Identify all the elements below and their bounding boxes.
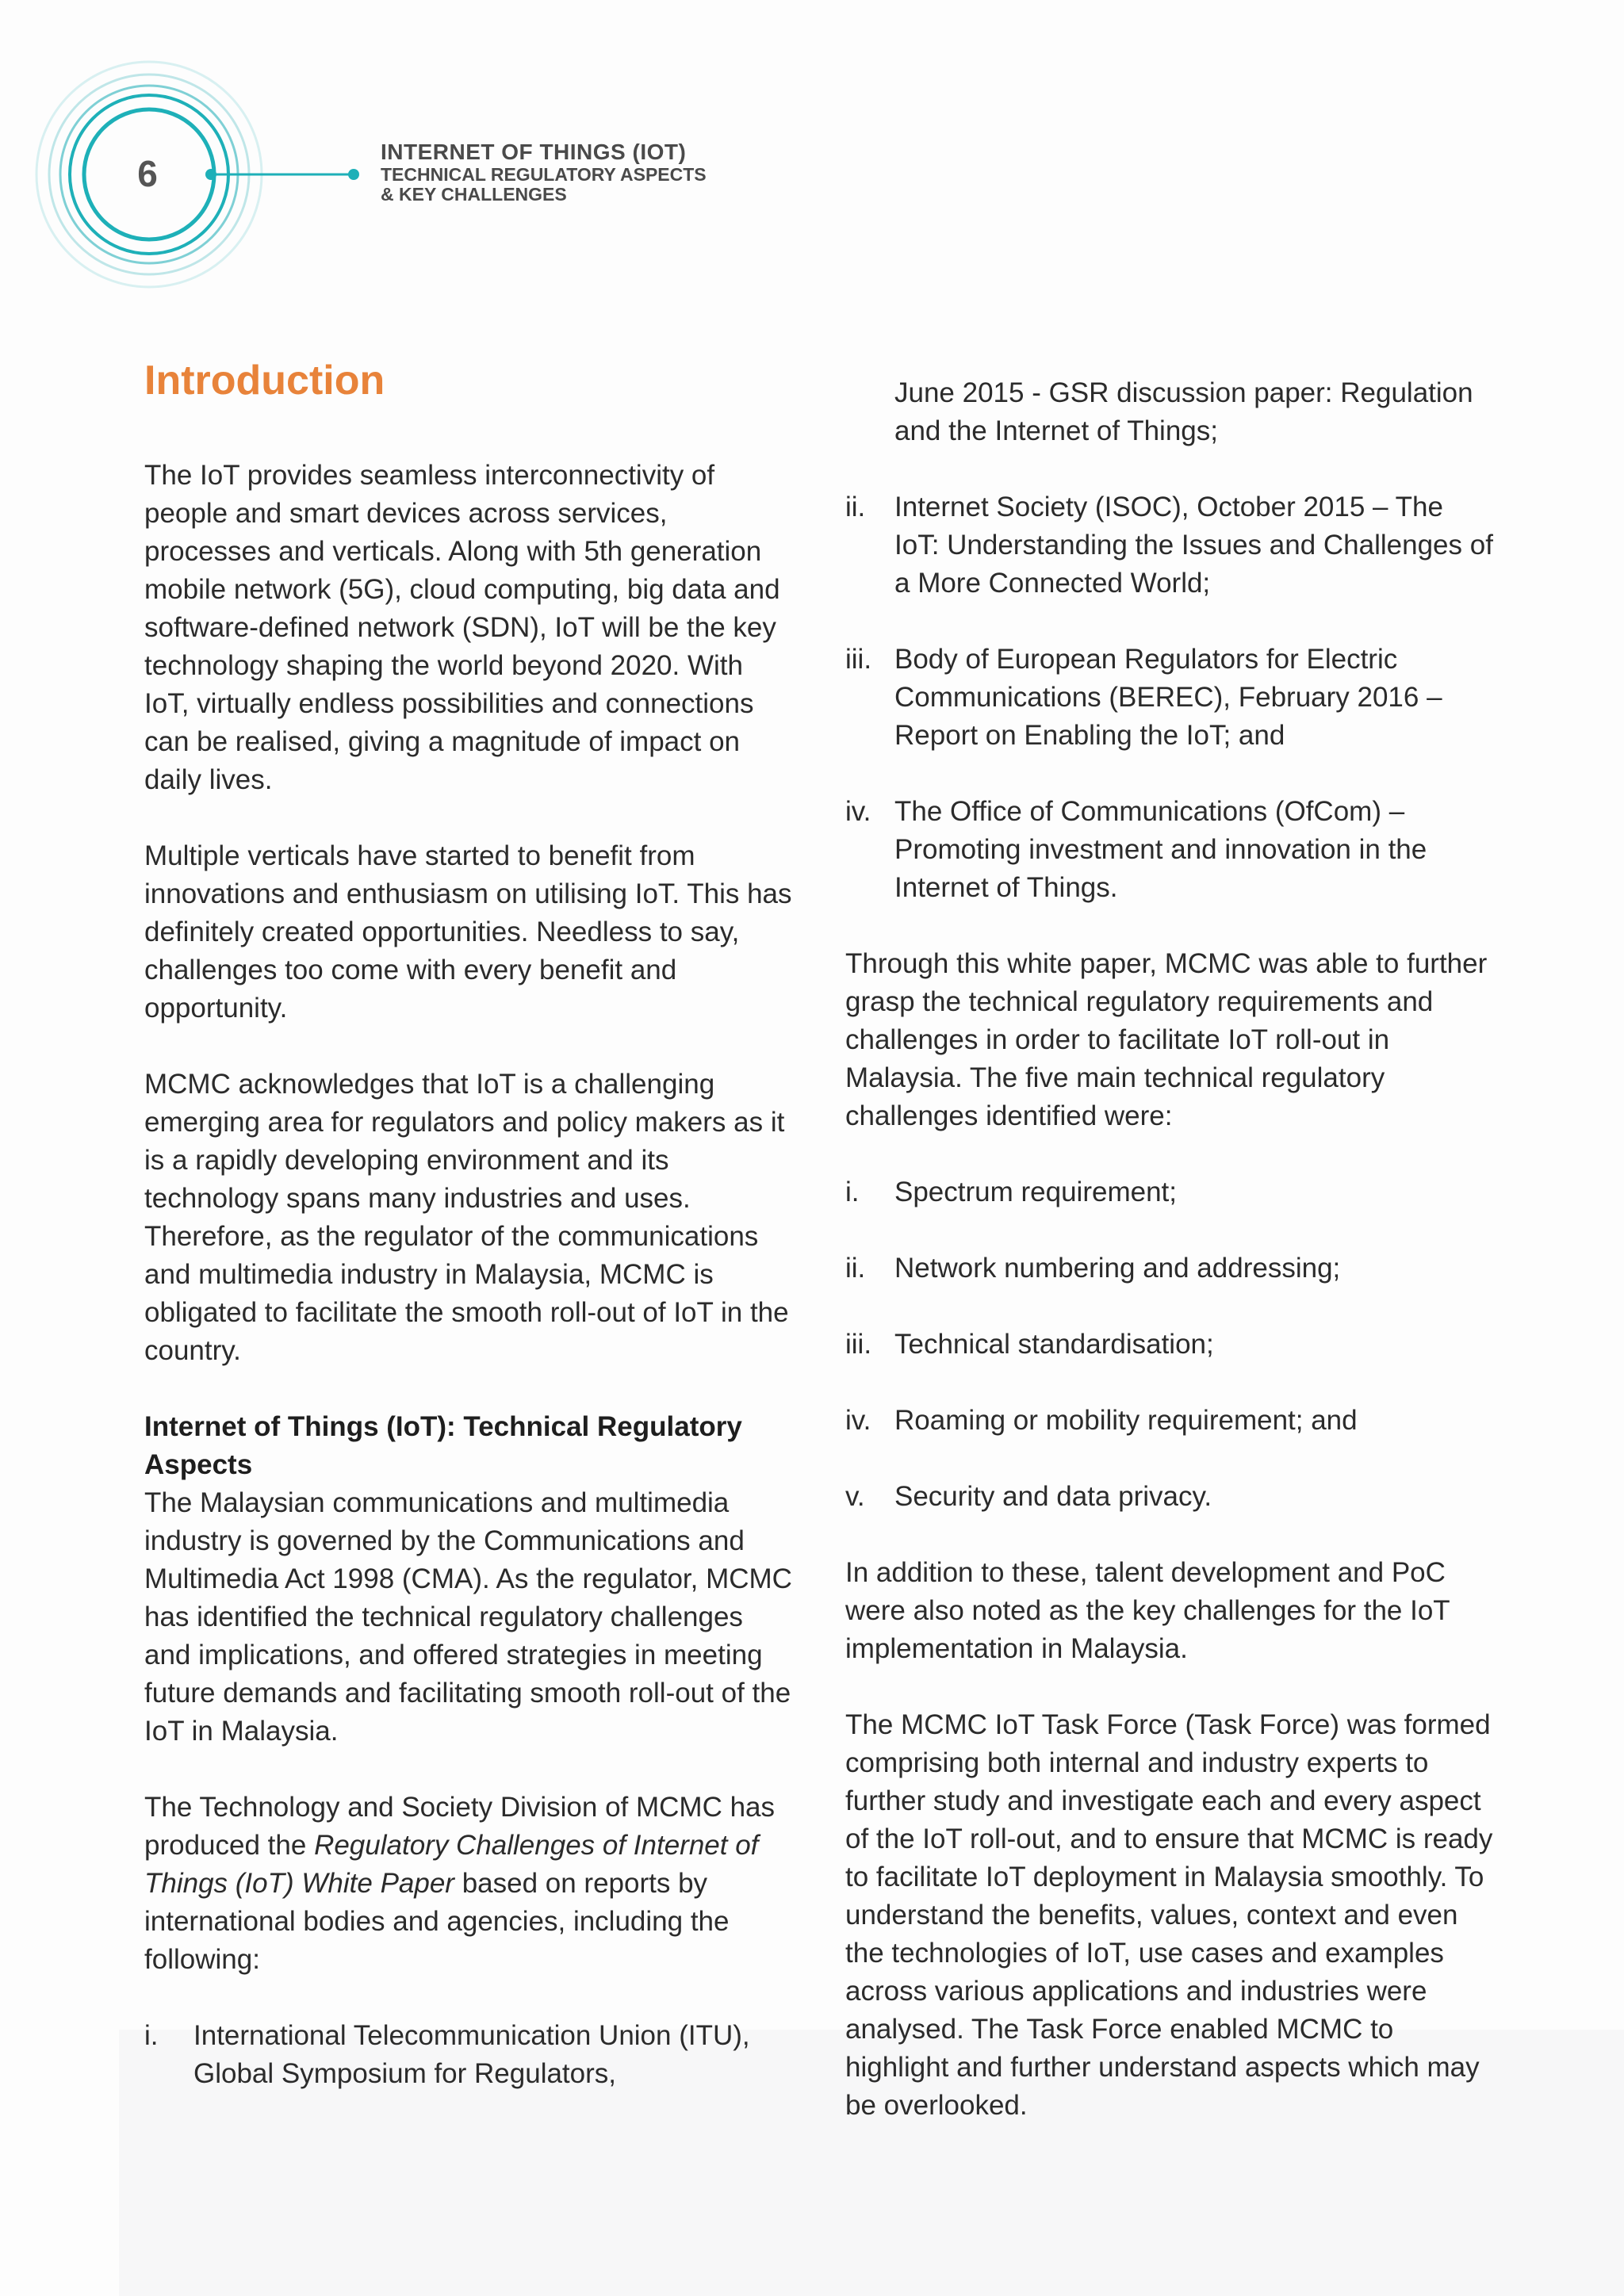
list-text: Network numbering and addressing; — [894, 1253, 1341, 1284]
list-text: Security and data privacy. — [894, 1481, 1212, 1512]
paragraph: The Malaysian communications and multimedia industry is governed by the Communications and Multimedia Act 1998 (CMA). As the regulator, MCMC has identified the technical regulatory challenges and implications, and offered strategies in meeting future demands and facilitating smooth roll-out of the IoT in Malaysia. — [144, 1487, 792, 1747]
list-number: i. — [144, 2020, 159, 2051]
page-number: 6 — [137, 153, 158, 194]
list-text: Body of European Regulators for Electric Communications (BEREC), February 2016 – Report on Enabling the IoT; and — [894, 644, 1442, 751]
list-number: iv. — [845, 1405, 871, 1436]
paragraph — [144, 1789, 795, 1979]
list-number: iii. — [845, 1329, 872, 1360]
subheading: Internet of Things (IoT): Technical Regulatory Aspects — [144, 1411, 742, 1480]
right-column — [845, 374, 1496, 2125]
list-number: ii. — [845, 1253, 866, 1284]
list-text: Internet Society (ISOC), October 2015 – The IoT: Understanding the Issues and Challenges of a More Connected World; — [894, 492, 1493, 599]
challenge-item — [845, 1326, 1496, 1364]
list-number: iii. — [845, 644, 872, 675]
list-text: International Telecommunication Union (ITU), Global Symposium for Regulators, — [193, 2020, 750, 2089]
list-number: iv. — [845, 796, 871, 827]
paragraph: In addition to these, talent development and PoC were also noted as the key challenges for the IoT implementation in Malaysia. — [845, 1557, 1450, 1664]
paragraph: The MCMC IoT Task Force (Task Force) was formed comprising both internal and industry experts to further study and investigate each and every aspect of the IoT roll-out, and to ensure that MCMC is ready to facilitate IoT deployment in Malaysia smoothly. To understand the benefits, values, context and even the technologies of IoT, use cases and examples across various applications and industries were analysed. The Task Force enabled MCMC to highlight and further understand aspects which may be overlooked. — [845, 1709, 1493, 2121]
header-subtitle-2: & KEY CHALLENGES — [381, 184, 567, 205]
challenge-item — [845, 1402, 1496, 1440]
left-column — [144, 349, 795, 2093]
paragraph: The IoT provides seamless interconnectivity of people and smart devices across services, processes and verticals. Along with 5th generation mobile network (5G), cloud computing, big data and software-defined network (SDN), IoT will be the key technology shaping the world beyond 2020. With IoT, virtually endless possibilities and connections can be realised, giving a magnitude of impact on daily lives. — [144, 460, 780, 795]
list-text: The Office of Communications (OfCom) – Promoting investment and innovation in the Internet of Things. — [894, 796, 1427, 903]
challenge-item — [845, 1173, 1496, 1211]
list-number: v. — [845, 1481, 865, 1512]
list-number: i. — [845, 1177, 860, 1207]
list-text: Roaming or mobility requirement; and — [894, 1405, 1358, 1436]
paragraph: Multiple verticals have started to benefit from innovations and enthusiasm on utilising IoT. This has definitely created opportunities. Needless to say, challenges too come with every benefit and opportunity. — [144, 840, 792, 1024]
list-text: Technical standardisation; — [894, 1329, 1214, 1360]
paragraph: Through this white paper, MCMC was able to further grasp the technical regulatory requirements and challenges in order to facilitate IoT roll-out in Malaysia. The five main technical regulatory challenges identified were: — [845, 948, 1488, 1131]
list-item — [845, 641, 1496, 755]
list-item — [845, 793, 1496, 907]
connector-line — [205, 166, 363, 182]
section-heading: Introduction — [144, 358, 385, 404]
list-number: ii. — [845, 492, 866, 522]
paragraph: MCMC acknowledges that IoT is a challenging emerging area for regulators and policy makers as it is a rapidly developing environment and its technology spans many industries and uses. Therefore, as the regulator of the communications and multimedia industry in Malaysia, MCMC is obligated to facilitate the smooth roll-out of IoT in the country. — [144, 1069, 789, 1366]
list-item — [144, 2017, 795, 2093]
challenge-item — [845, 1478, 1496, 1516]
list-text: Spectrum requirement; — [894, 1177, 1177, 1207]
list-item-continuation: June 2015 - GSR discussion paper: Regulation and the Internet of Things; — [894, 377, 1473, 446]
running-header — [381, 140, 707, 205]
challenge-item — [845, 1249, 1496, 1288]
text-run: based on reports by international bodies and agencies, including the following: — [144, 1868, 730, 1975]
list-item — [845, 488, 1496, 603]
text-run: The Technology and Society Division of MCMC has produced the — [144, 1792, 776, 1861]
document-title: Regulatory Challenges of Internet of Things (IoT) White Paper — [144, 1830, 759, 1899]
header-title: INTERNET OF THINGS (IOT) — [381, 140, 687, 164]
header-subtitle-1: TECHNICAL REGULATORY ASPECTS — [381, 164, 707, 185]
